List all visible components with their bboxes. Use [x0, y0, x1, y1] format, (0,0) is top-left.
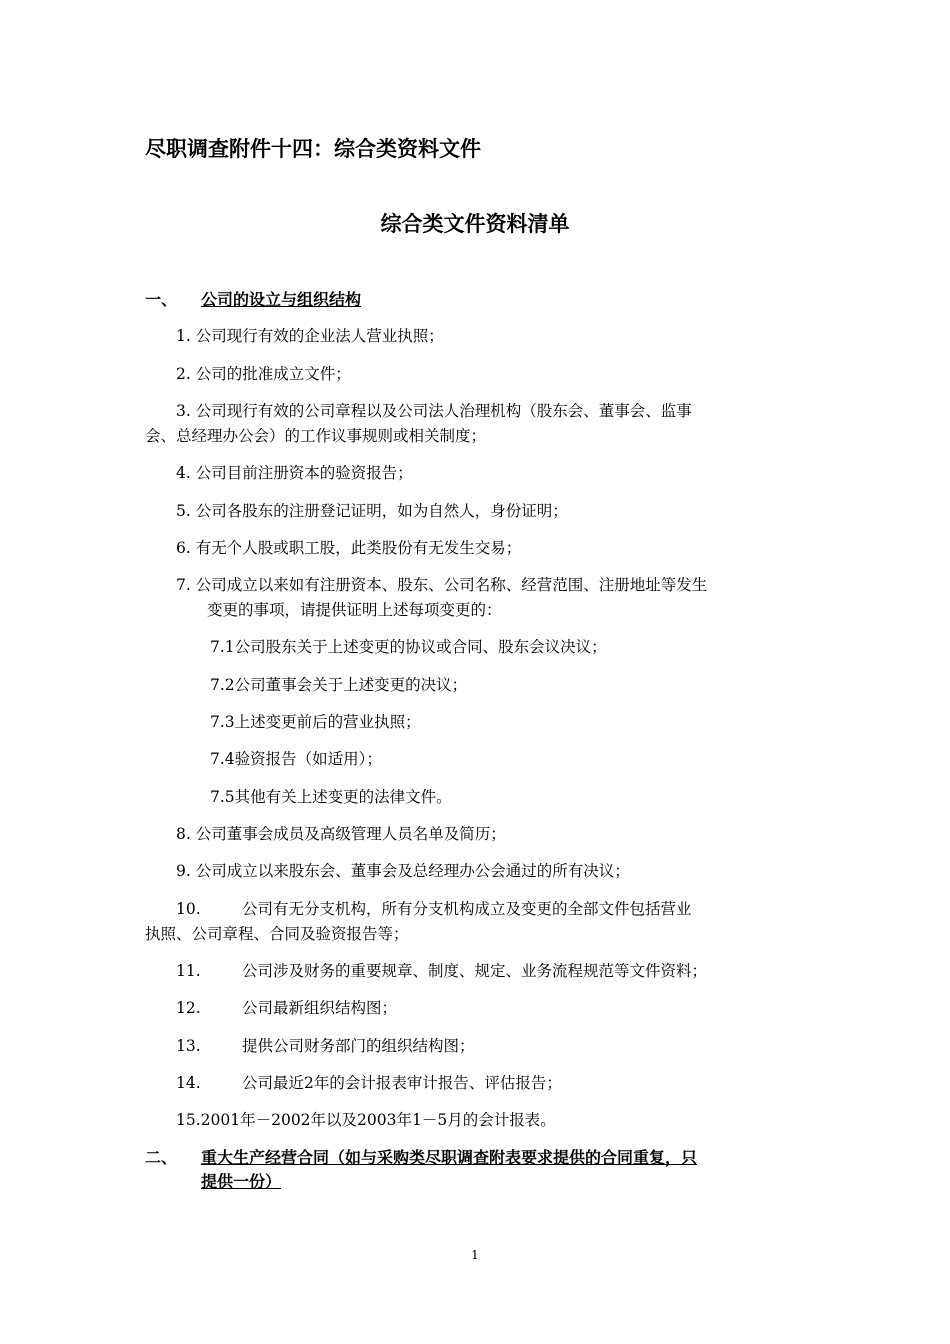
item-number: 10. [176, 900, 201, 918]
item-number: 9. [176, 862, 191, 880]
item-text-continued: 执照、公司章程、合同及验资报告等； [145, 925, 409, 943]
list-item [176, 1107, 556, 1133]
item-number: 4. [176, 464, 191, 482]
section-title: 公司的设立与组织结构 [201, 290, 362, 309]
item-number: 8. [176, 825, 191, 843]
item-text: 公司最近2年的会计报表审计报告、评估报告； [242, 1074, 562, 1092]
item-number: 13. [176, 1037, 201, 1055]
item-text: 公司有无分支机构，所有分支机构成立及变更的全部文件包括营业 [242, 900, 692, 918]
item-text: 公司成立以来股东会、董事会及总经理办公会通过的所有决议； [195, 862, 630, 880]
item-number: 5. [176, 502, 191, 520]
item-text: 公司董事会关于上述变更的决议； [234, 676, 468, 694]
list-subitem [210, 784, 452, 810]
document-subtitle: 综合类文件资料清单 [380, 212, 570, 236]
list-item [176, 535, 521, 561]
section-heading-2 [0, 1146, 950, 1194]
item-number: 3. [176, 402, 191, 420]
item-text: 上述变更前后的营业执照； [234, 713, 421, 731]
list-item [176, 460, 413, 486]
item-number: 2. [176, 365, 191, 383]
list-item [176, 572, 707, 598]
item-text: 其他有关上述变更的法律文件。 [234, 788, 452, 806]
list-subitem [210, 746, 382, 772]
item-text: 公司现行有效的企业法人营业执照； [195, 327, 444, 345]
section-number: 一、 [145, 290, 178, 309]
list-item [176, 1070, 562, 1096]
list-subitem [210, 709, 421, 735]
item-number: 7.5 [210, 788, 235, 806]
item-number: 14. [176, 1074, 201, 1092]
page-number: 1 [471, 1248, 479, 1262]
item-number: 7.4 [210, 750, 235, 768]
item-text: 公司涉及财务的重要规章、制度、规定、业务流程规范等文件资料； [242, 962, 708, 980]
item-text: 公司的批准成立文件； [195, 365, 351, 383]
item-text: 有无个人股或职工股，此类股份有无发生交易； [195, 539, 522, 557]
item-number: 7.2 [210, 676, 235, 694]
item-text: 公司最新组织结构图； [242, 999, 398, 1017]
item-number: 15. [176, 1111, 201, 1129]
item-number: 12. [176, 999, 201, 1017]
list-item [176, 323, 444, 349]
list-item [176, 896, 692, 922]
item-number: 1. [176, 327, 191, 345]
item-number: 7. [176, 576, 191, 594]
list-item [176, 995, 397, 1021]
document-title: 尽职调查附件十四：综合类资料文件 [145, 137, 481, 161]
item-number: 7.1 [210, 638, 235, 656]
item-text: 公司股东关于上述变更的协议或合同、股东会议决议； [234, 638, 607, 656]
item-text: 公司董事会成员及高级管理人员名单及简历； [195, 825, 506, 843]
section-number: 二、 [145, 1148, 178, 1167]
item-text: 公司各股东的注册登记证明，如为自然人，身份证明； [195, 502, 568, 520]
item-text: 公司现行有效的公司章程以及公司法人治理机构（股东会、董事会、监事 [195, 402, 692, 420]
list-item [176, 821, 506, 847]
item-text: 公司成立以来如有注册资本、股东、公司名称、经营范围、注册地址等发生 [195, 576, 708, 594]
item-text-continued: 会、总经理办公会）的工作议事规则或相关制度； [145, 427, 487, 445]
list-item [176, 498, 568, 524]
item-text: 提供公司财务部门的组织结构图； [242, 1037, 475, 1055]
item-text: 公司目前注册资本的验资报告； [195, 464, 413, 482]
list-item [176, 361, 351, 387]
section-title: 重大生产经营合同（如与采购类尽职调查附表要求提供的合同重复，只 提供一份） [201, 1148, 698, 1191]
item-number: 6. [176, 539, 191, 557]
list-subitem [210, 672, 467, 698]
list-item [176, 1033, 475, 1059]
list-item [176, 398, 692, 424]
list-item [176, 858, 630, 884]
item-number: 11. [176, 962, 201, 980]
list-subitem [210, 634, 607, 660]
item-number: 7.3 [210, 713, 235, 731]
item-text: 验资报告（如适用）； [234, 750, 382, 768]
list-item [176, 958, 707, 984]
section-heading-1 [0, 288, 950, 312]
item-text: 2001年－2002年以及2003年1－5月的会计报表。 [200, 1111, 556, 1129]
item-text-continued: 变更的事项，请提供证明上述每项变更的： [207, 601, 502, 619]
